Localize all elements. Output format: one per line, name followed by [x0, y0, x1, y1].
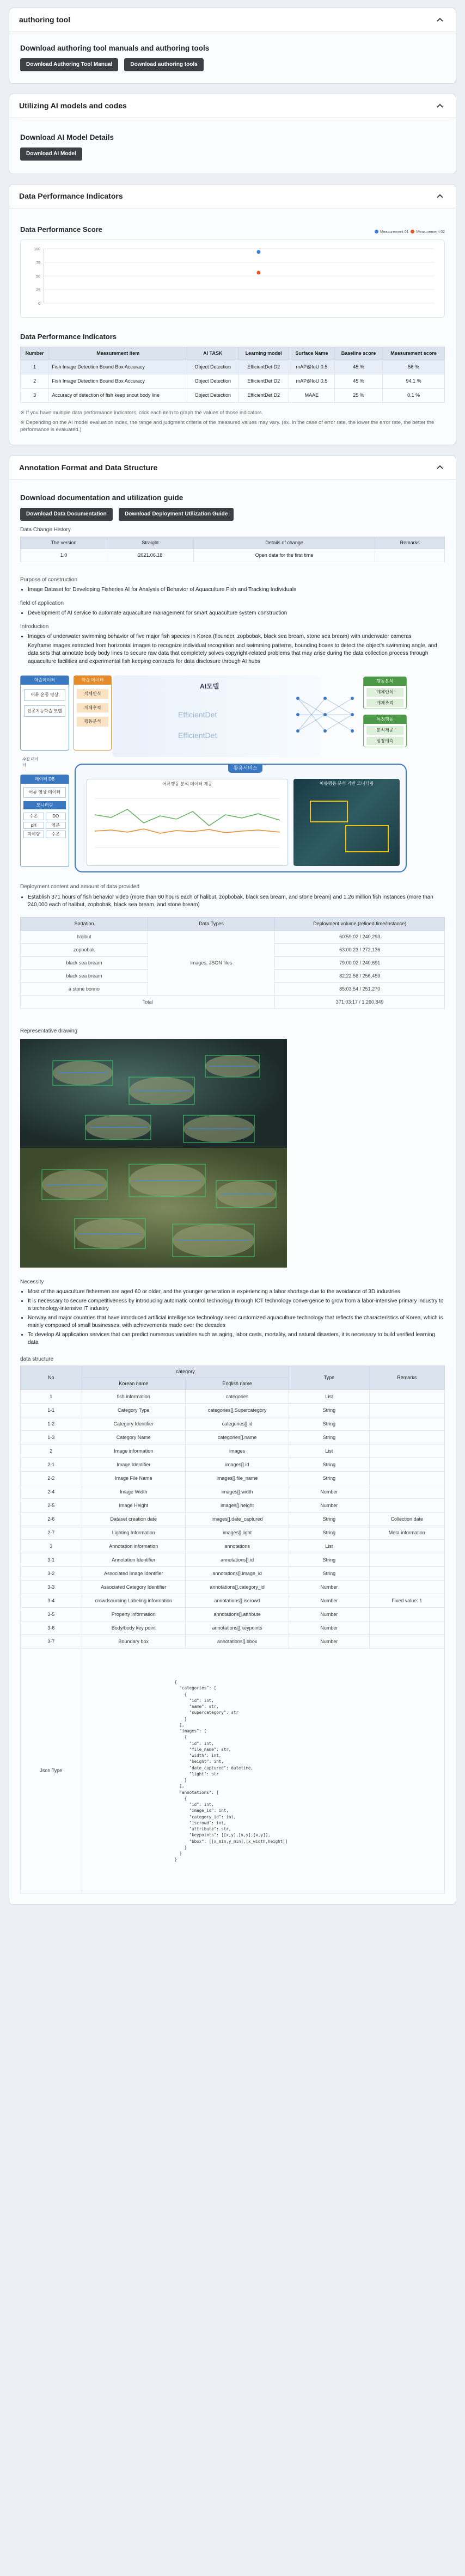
indicator-score: 94.1 % — [383, 374, 445, 388]
ds-type: List — [289, 1540, 369, 1553]
diagram-box-training — [74, 675, 112, 751]
chart-legend — [375, 230, 445, 235]
dist-species: zopbobak — [21, 943, 148, 956]
ds-no: 1 — [21, 1390, 82, 1404]
ds-english: images[].light — [185, 1526, 289, 1540]
ds-english: categories[].Supercategory — [185, 1404, 289, 1417]
ds-col-type: Type — [289, 1366, 369, 1390]
ds-no: 1-2 — [21, 1417, 82, 1431]
ds-no: 2-5 — [21, 1499, 82, 1513]
section-heading: Download AI Model Details — [20, 133, 114, 142]
ds-remarks — [369, 1608, 445, 1621]
ds-korean: Lighting Information — [82, 1526, 185, 1540]
diagram-item: 인공지능학습 모델 — [24, 705, 65, 717]
indicator-surface: mAP@IoU 0.5 — [289, 360, 334, 374]
ds-type: Number — [289, 1581, 369, 1594]
ds-remarks — [369, 1444, 445, 1458]
ds-korean: Image File Name — [82, 1472, 185, 1485]
data-point[interactable] — [256, 270, 260, 274]
indicator-num: 2 — [21, 374, 49, 388]
diagram-item: 객체인식 — [77, 689, 108, 699]
diagram-service-title: 활용서비스 — [228, 764, 262, 773]
necessity-label: Necessity — [20, 1278, 44, 1285]
concept-diagram — [20, 671, 412, 878]
ds-korean: crowdsourcing Labeling information — [82, 1594, 185, 1608]
indicators-table — [20, 347, 445, 403]
json-label: Json Type — [21, 1649, 82, 1893]
ds-english: annotations[].attribute — [185, 1608, 289, 1621]
dist-total-value: 371:03:17 / 1,260,849 — [275, 996, 445, 1009]
detection-box — [345, 825, 389, 852]
ds-remarks: Fixed value: 1 — [369, 1594, 445, 1608]
chevron-up-icon[interactable] — [434, 462, 446, 474]
necessity-item: • It is necessary to secure competitiveness by introducing automatic control technology through ICT technology convergence to grow from a labor-intensive primary industry to a technology-intensive IT industry — [28, 1298, 445, 1313]
score-heading: Data Performance Score — [20, 225, 103, 234]
ds-col-korean: Korean name — [82, 1378, 185, 1390]
ds-korean: Image Identifier — [82, 1458, 185, 1472]
diagram-item: 염분 — [46, 822, 66, 829]
dist-total-row — [21, 996, 445, 1009]
history-version: 1.0 — [21, 549, 107, 562]
ds-type: List — [289, 1444, 369, 1458]
field-label: field of application — [20, 600, 64, 606]
dist-volume: 79:00:02 / 240,691 — [275, 957, 445, 970]
annotation-panel — [9, 455, 456, 1905]
ds-korean: Image Width — [82, 1485, 185, 1499]
indicator-model: EfficientDet D2 — [238, 374, 289, 388]
diagram-item: 계체인식 — [366, 688, 403, 697]
ds-type: String — [289, 1513, 369, 1526]
ds-korean: Category Identifier — [82, 1417, 185, 1431]
intro-label: Introduction — [20, 623, 49, 630]
y-tick-label: 75 — [36, 261, 40, 265]
ds-no: 2-1 — [21, 1458, 82, 1472]
ds-remarks — [369, 1621, 445, 1635]
dist-col-sortation: Sortation — [21, 917, 148, 930]
dist-species: halibut — [21, 930, 148, 943]
authoring-panel-header[interactable] — [9, 8, 456, 32]
y-tick-label: 100 — [34, 247, 40, 251]
dist-species: black sea bream — [21, 970, 148, 983]
download-tools-button[interactable]: Download authoring tools — [124, 58, 203, 72]
ds-row — [21, 1472, 445, 1485]
download-guide-button[interactable]: Download Deployment Utilization Guide — [119, 508, 234, 521]
diagram-neural-net-icon — [292, 687, 358, 742]
ds-row — [21, 1581, 445, 1594]
diagram-service-photo — [293, 779, 400, 866]
ds-col-no: No — [21, 1366, 82, 1390]
ds-korean: Annotation Identifier — [82, 1553, 185, 1567]
diagram-box-title: 학습데이터 — [21, 676, 69, 685]
indicator-base: 45 % — [334, 360, 382, 374]
diagram-box-title: 특정행동 — [364, 715, 406, 724]
dist-total-label: Total — [21, 996, 275, 1009]
ds-row — [21, 1417, 445, 1431]
diagram-item: 개체추적 — [366, 699, 403, 708]
performance-panel-header[interactable] — [9, 185, 456, 208]
diagram-box-title: 데이터 DB — [21, 775, 69, 784]
ds-row — [21, 1526, 445, 1540]
ds-row — [21, 1540, 445, 1553]
indicator-item: Fish Image Detection Bound Box Accuracy — [49, 374, 187, 388]
score-chart — [26, 244, 440, 310]
purpose-label: Purpose of construction — [20, 576, 78, 583]
indicator-score: 0.1 % — [383, 388, 445, 402]
diagram-item: 성장예측 — [366, 737, 403, 746]
diagram-box-title: 학습 데이터 — [74, 676, 111, 685]
chevron-up-icon[interactable] — [434, 14, 446, 26]
chevron-up-icon[interactable] — [434, 100, 446, 112]
ds-type: Number — [289, 1621, 369, 1635]
ds-remarks — [369, 1458, 445, 1472]
json-code: { "categories": [ { "id": int, "name": str, "supercategory": str } ], "images": [ { "id": int, "file_name": str, "width": int, "height": int, "date_captured": datetime, "light": str } ], "annotations": [ { "id": int, "image_id": int, "category_id": int, "iscrowd": int, "attribute": str, "keypoints": [[x,y],[x,y],[x,y]], "bbox": [[x_min,y_min],[x_width,height]] } ] } — [174, 1680, 288, 1862]
rep-label: Representative drawing — [20, 1028, 78, 1035]
detection-box — [310, 801, 348, 822]
ds-no: 3-7 — [21, 1635, 82, 1649]
indicator-num: 1 — [21, 360, 49, 374]
indicators-heading: Data Performance Indicators — [20, 332, 117, 341]
indicator-col-2: AI TASK — [187, 347, 238, 360]
y-tick-label: 25 — [36, 288, 40, 292]
ds-type: Number — [289, 1594, 369, 1608]
indicator-col-3: Learning model — [238, 347, 289, 360]
guide-heading: Download documentation and utilization guide — [20, 494, 183, 502]
indicator-surface: MAAE — [289, 388, 334, 402]
download-model-button[interactable]: Download AI Model — [20, 147, 82, 161]
ds-english: images[].height — [185, 1499, 289, 1513]
ds-korean: fish information — [82, 1390, 185, 1404]
ds-row — [21, 1553, 445, 1567]
diagram-item: 행동분석 — [77, 717, 108, 727]
field-text: • Development of AI service to automate aquaculture management for smart aquaculture system construction — [28, 610, 445, 618]
ds-english: images[].date_captured — [185, 1513, 289, 1526]
panel-title: Annotation Format and Data Structure — [19, 463, 158, 472]
ds-korean: Property information — [82, 1608, 185, 1621]
dist-volume: 85:03:54 / 251,270 — [275, 983, 445, 996]
note-evaluation-index: ※ Depending on the AI model evaluation index, the range and judgment criteria of the measured values may vary. (ex. In the case of error rate, the lower the error rate, the better the performance is evaluated.) — [20, 419, 435, 433]
history-row — [21, 549, 445, 562]
panel-title: Utilizing AI models and codes — [19, 101, 127, 110]
representative-image — [20, 1039, 287, 1268]
distribution-table — [20, 917, 445, 1009]
diagram-ai-model-title: AI모델 — [200, 683, 219, 691]
diagram-item: 모니터링 — [23, 801, 66, 810]
panel-title: authoring tool — [19, 15, 71, 24]
ds-remarks — [369, 1499, 445, 1513]
ds-english: images[].width — [185, 1485, 289, 1499]
ds-type: Number — [289, 1608, 369, 1621]
ds-row — [21, 1458, 445, 1472]
diagram-model-b: EfficientDet — [178, 731, 217, 740]
dist-volume: 82:22:56 / 256,459 — [275, 970, 445, 983]
ds-english: annotations[].iscrowd — [185, 1594, 289, 1608]
ds-type: String — [289, 1472, 369, 1485]
purpose-text: • Image Dataset for Developing Fisheries AI for Analysis of Behavior of Aquaculture Fish and Tracking Individuals — [28, 586, 445, 594]
ds-korean: Image Height — [82, 1499, 185, 1513]
diagram-box-title: 행동분석 — [364, 677, 406, 686]
diagram-item: DO — [46, 813, 66, 820]
ds-col-english: English name — [185, 1378, 289, 1390]
indicator-base: 45 % — [334, 374, 382, 388]
section-heading: Download authoring tool manuals and authoring tools — [20, 44, 210, 52]
ds-no: 1-1 — [21, 1404, 82, 1417]
ds-row — [21, 1444, 445, 1458]
ds-remarks — [369, 1581, 445, 1594]
data-point[interactable] — [256, 250, 260, 254]
indicator-task: Object Detection — [187, 388, 238, 402]
chevron-up-icon[interactable] — [434, 190, 446, 202]
ds-remarks — [369, 1635, 445, 1649]
ds-english: categories[].name — [185, 1431, 289, 1444]
history-date: 2021.06.18 — [107, 549, 193, 562]
ds-remarks — [369, 1390, 445, 1404]
diagram-item: 수온 — [46, 831, 66, 838]
necessity-item: • To develop AI application services that can predict numerous variables such as aging, labor costs, mortality, and natural disasters, it is necessary to build verified learning data — [28, 1331, 445, 1347]
ds-english: annotations[].id — [185, 1553, 289, 1567]
indicator-row[interactable] — [21, 360, 445, 374]
download-documentation-button[interactable]: Download Data Documentation — [20, 508, 113, 521]
indicator-col-5: Baseline score — [334, 347, 382, 360]
ds-row — [21, 1635, 445, 1649]
ds-type: Number — [289, 1635, 369, 1649]
dist-col-volume: Deployment volume (refined time/instance) — [275, 917, 445, 930]
ds-type: String — [289, 1431, 369, 1444]
y-tick-label: 0 — [38, 302, 40, 306]
legend-swatch-2 — [411, 230, 414, 233]
indicator-num: 3 — [21, 388, 49, 402]
note-multiple-indicators: ※ If you have multiple data performance indicators, click each item to graph the values of those indicators. — [20, 409, 264, 416]
ds-english: annotations[].keypoints — [185, 1621, 289, 1635]
ds-row — [21, 1431, 445, 1444]
ds-korean: Associated Category Identifier — [82, 1581, 185, 1594]
structure-label: data structure — [20, 1356, 54, 1362]
ds-row — [21, 1567, 445, 1581]
indicator-col-4: Surface Name — [289, 347, 334, 360]
indicator-score: 56 % — [383, 360, 445, 374]
dist-volume: 60:59:02 / 240,293 — [275, 930, 445, 943]
diagram-item: 어류 운동 영상 — [24, 689, 65, 701]
diagram-box-behavior — [363, 677, 407, 709]
annotation-panel-header[interactable] — [9, 456, 456, 479]
ds-no: 2-4 — [21, 1485, 82, 1499]
diagram-collect-label: 수집 데이터 — [22, 758, 38, 767]
ds-korean: Body/body key point — [82, 1621, 185, 1635]
ds-row — [21, 1485, 445, 1499]
ds-korean: Category Name — [82, 1431, 185, 1444]
diagram-service-area — [75, 764, 407, 872]
ds-row — [21, 1390, 445, 1404]
ds-remarks — [369, 1472, 445, 1485]
deploy-text: • Establish 371 hours of fish behavior video (more than 60 hours each of halibut, zopbobak, black sea bream, and stone bream) and 1.26 million fish instances (more than 240,000 each of halibut, zopbobak, black sea bream, and stone bream) — [28, 894, 445, 909]
legend-label-1: Measurement 01 — [380, 230, 409, 234]
ai-models-panel — [9, 94, 456, 174]
change-history-table — [20, 537, 445, 562]
indicator-task: Object Detection — [187, 374, 238, 388]
ds-type: Number — [289, 1499, 369, 1513]
ds-english: annotations[].image_id — [185, 1567, 289, 1581]
indicator-col-6: Measurement score — [383, 347, 445, 360]
dist-volume: 63:00:23 / 272,136 — [275, 943, 445, 956]
diagram-box-db — [20, 774, 69, 867]
ds-no: 2-2 — [21, 1472, 82, 1485]
ds-korean: Annotation information — [82, 1540, 185, 1553]
dist-species: a stone bonno — [21, 983, 148, 996]
ds-no: 3 — [21, 1540, 82, 1553]
ds-no: 3-1 — [21, 1553, 82, 1567]
history-col-details: Details of change — [193, 537, 375, 549]
ds-type: List — [289, 1390, 369, 1404]
indicator-base: 25 % — [334, 388, 382, 402]
dist-row — [21, 930, 445, 943]
deploy-label: Deployment content and amount of data provided — [20, 884, 140, 890]
history-col-remarks: Remarks — [375, 537, 445, 549]
ds-no: 3-3 — [21, 1581, 82, 1594]
ds-type: String — [289, 1567, 369, 1581]
history-label: Data Change History — [20, 527, 71, 533]
history-remarks — [375, 549, 445, 562]
score-chart-card — [20, 239, 445, 318]
ds-english: images — [185, 1444, 289, 1458]
indicator-col-1: Measurement item — [49, 347, 187, 360]
ds-english: categories[].id — [185, 1417, 289, 1431]
ds-english: annotations — [185, 1540, 289, 1553]
json-row — [21, 1649, 445, 1893]
ds-row — [21, 1594, 445, 1608]
ds-type: Number — [289, 1485, 369, 1499]
ai-models-panel-header[interactable] — [9, 94, 456, 118]
ds-row — [21, 1621, 445, 1635]
ds-type: String — [289, 1417, 369, 1431]
diagram-service-chart — [87, 779, 288, 866]
diagram-item: 개체추적 — [77, 703, 108, 713]
ds-remarks — [369, 1553, 445, 1567]
indicator-col-0: Number — [21, 347, 49, 360]
legend-swatch-1 — [375, 230, 378, 233]
diagram-line-chart-icon — [89, 788, 285, 858]
ds-remarks — [369, 1540, 445, 1553]
diagram-item: 수온 — [23, 813, 44, 820]
intro-item-1: • Images of underwater swimming behavior of five major fish species in Korea (flounder, zopbobak, black sea bream, stone sea bream) with underwater cameras — [28, 633, 445, 641]
ds-no: 1-3 — [21, 1431, 82, 1444]
ds-korean: Boundary box — [82, 1635, 185, 1649]
history-details: Open data for the first time — [193, 549, 375, 562]
ds-type: String — [289, 1458, 369, 1472]
indicator-model: EfficientDet D2 — [238, 360, 289, 374]
ds-no: 3-2 — [21, 1567, 82, 1581]
ds-korean: Dataset creation date — [82, 1513, 185, 1526]
dist-type: images, JSON files — [148, 930, 275, 995]
ds-row — [21, 1499, 445, 1513]
ds-remarks — [369, 1567, 445, 1581]
history-col-version: The version — [21, 537, 107, 549]
authoring-panel — [9, 8, 456, 84]
ds-no: 3-4 — [21, 1594, 82, 1608]
ds-english: categories — [185, 1390, 289, 1404]
ds-english: annotations[].bbox — [185, 1635, 289, 1649]
diagram-service-caption: 어류행동 분석 데이터 제공 — [162, 782, 212, 787]
diagram-box-learning-data — [20, 675, 69, 751]
ds-korean: Image information — [82, 1444, 185, 1458]
ds-row — [21, 1404, 445, 1417]
y-tick-label: 50 — [36, 274, 40, 279]
diagram-item: 먹이량 — [23, 831, 44, 838]
ds-type: String — [289, 1553, 369, 1567]
diagram-model-a: EfficientDet — [178, 710, 217, 720]
ds-remarks — [369, 1431, 445, 1444]
legend-label-2: Measurement 02 — [416, 230, 445, 234]
indicator-task: Object Detection — [187, 360, 238, 374]
ds-remarks — [369, 1404, 445, 1417]
diagram-item: pH — [23, 822, 44, 829]
data-structure-table — [20, 1366, 445, 1893]
ds-english: annotations[].category_id — [185, 1581, 289, 1594]
ds-col-remarks: Remarks — [369, 1366, 445, 1390]
ds-no: 2-6 — [21, 1513, 82, 1526]
intro-item-2: Keyframe images extracted from horizontal images to recognize individual recognition and swimming patterns, bounding boxes to detect the object's swimming angle, and data sets that annotate body body lines to secure raw data that completely solves copyright-related problems that may arise during the data collection process through aquaculture facilities and experimental fish keeping contracts for data disclosure through AI hubs — [28, 642, 437, 665]
download-manual-button[interactable]: Download Authoring Tool Manual — [20, 58, 118, 72]
history-col-date: Straight — [107, 537, 193, 549]
fish-detection-overlay — [20, 1039, 287, 1268]
ds-type: String — [289, 1526, 369, 1540]
ds-remarks: Meta information — [369, 1526, 445, 1540]
indicator-item: Fish Image Detection Bound Box Accuracy — [49, 360, 187, 374]
ds-no: 2-7 — [21, 1526, 82, 1540]
ds-korean: Associated Image Identifier — [82, 1567, 185, 1581]
ds-korean: Category Type — [82, 1404, 185, 1417]
ds-english: images[].id — [185, 1458, 289, 1472]
diagram-service-caption: 어류행동 분석 기반 모니터링 — [319, 781, 374, 786]
ds-english: images[].file_name — [185, 1472, 289, 1485]
panel-title: Data Performance Indicators — [19, 192, 123, 201]
ds-remarks: Collection date — [369, 1513, 445, 1526]
ds-col-category: category — [82, 1366, 289, 1378]
indicator-row[interactable] — [21, 388, 445, 402]
performance-panel — [9, 184, 456, 445]
ds-type: String — [289, 1404, 369, 1417]
ds-no: 2 — [21, 1444, 82, 1458]
necessity-item: • Norway and major countries that have introduced artificial intelligence technology need customized aquaculture technology that reflects the characteristics of Korea, which is mainly composed of small businesses, with achievements made over the decades — [28, 1314, 445, 1330]
dist-col-types: Data Types — [148, 917, 275, 930]
indicator-row[interactable] — [21, 374, 445, 388]
ds-row — [21, 1513, 445, 1526]
ds-remarks — [369, 1485, 445, 1499]
indicator-model: EfficientDet D2 — [238, 388, 289, 402]
necessity-item: • Most of the aquaculture fishermen are aged 60 or older, and the younger generation is experiencing a labor shortage due to the avoidance of 3D industries — [28, 1288, 445, 1296]
indicator-surface: mAP@IoU 0.5 — [289, 374, 334, 388]
diagram-item: 분석제공 — [366, 726, 403, 735]
ds-row — [21, 1608, 445, 1621]
ds-no: 3-5 — [21, 1608, 82, 1621]
ds-remarks — [369, 1417, 445, 1431]
indicator-item: Accuracy of detection of fish keep snout body line — [49, 388, 187, 402]
dist-species: black sea bream — [21, 957, 148, 970]
diagram-item: 어류 영상 데이터 — [23, 787, 66, 798]
diagram-box-specific — [363, 715, 407, 747]
ds-no: 3-6 — [21, 1621, 82, 1635]
